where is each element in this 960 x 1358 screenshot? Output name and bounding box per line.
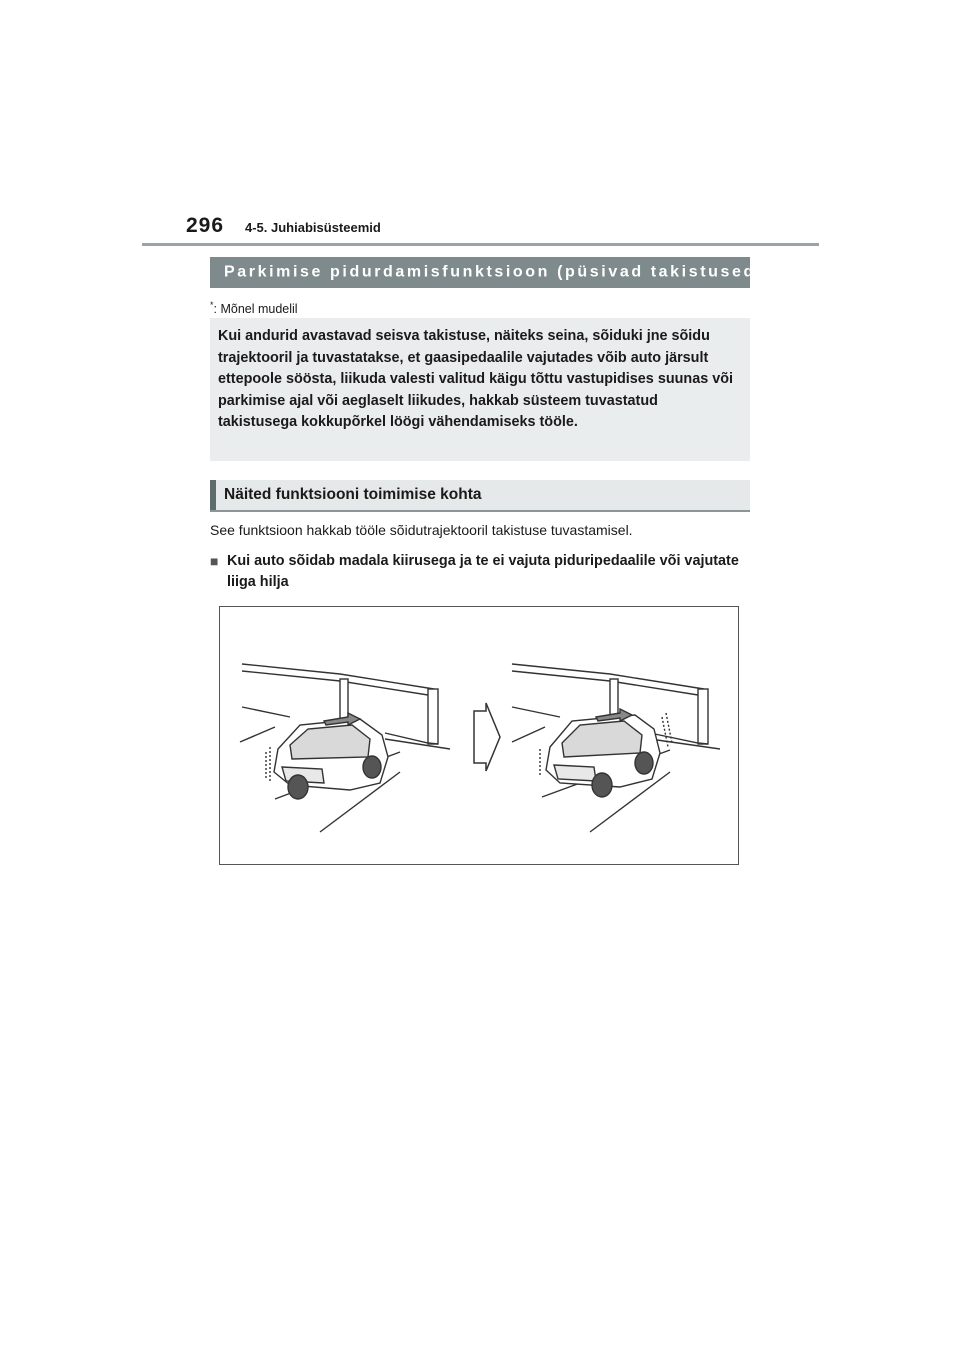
illustration — [220, 607, 740, 866]
footnote-mark: * — [210, 300, 214, 310]
bullet-item — [210, 551, 750, 593]
footnote — [210, 300, 298, 316]
section-title-text: Parkimise pidurdamisfunktsioon (püsivad takistused) — [224, 263, 764, 281]
section-label: 4-5. Juhiabisüsteemid — [245, 220, 381, 235]
intro-box — [210, 318, 750, 461]
subsection-title: Näited funktsiooni toimimise kohta — [224, 486, 482, 503]
subsection-accent — [210, 480, 216, 512]
illustration-frame — [219, 606, 739, 865]
subsection-underline — [210, 510, 750, 512]
intro-text: Kui andurid avastavad seisva takistuse, näiteks seina, sõiduki jne sõidu trajektooril ja tuvastatakse, et gaasipedaalile vajutades võib auto järsult ettepoole söösta, liikuda valesti valitud käigu tõttu vastupidises suunas või parkimise ajal või aeglaselt liikudes, hakkab süsteem tuvastatud takistusega kokkupõrkel löögi vähendamiseks tööle. — [218, 328, 733, 431]
page-number: 296 — [186, 214, 225, 237]
car-before-icon — [240, 664, 450, 832]
bullet-square-icon: ■ — [210, 553, 219, 569]
title-footnote-mark: * — [763, 262, 768, 273]
section-title-bar — [210, 257, 768, 288]
footnote-text: : Mõnel mudelil — [213, 302, 298, 317]
transition-arrow-icon — [474, 703, 500, 771]
car-after-icon — [512, 664, 720, 832]
section-title — [224, 262, 768, 281]
bullet-text: Kui auto sõidab madala kiirusega ja te ei vajuta piduripedaalile või vajutate liiga hilja — [227, 553, 739, 590]
subsection-bar — [210, 480, 750, 512]
header-divider — [142, 243, 819, 246]
body-text: See funktsioon hakkab tööle sõidutrajektooril takistuse tuvastamisel. — [210, 522, 633, 538]
